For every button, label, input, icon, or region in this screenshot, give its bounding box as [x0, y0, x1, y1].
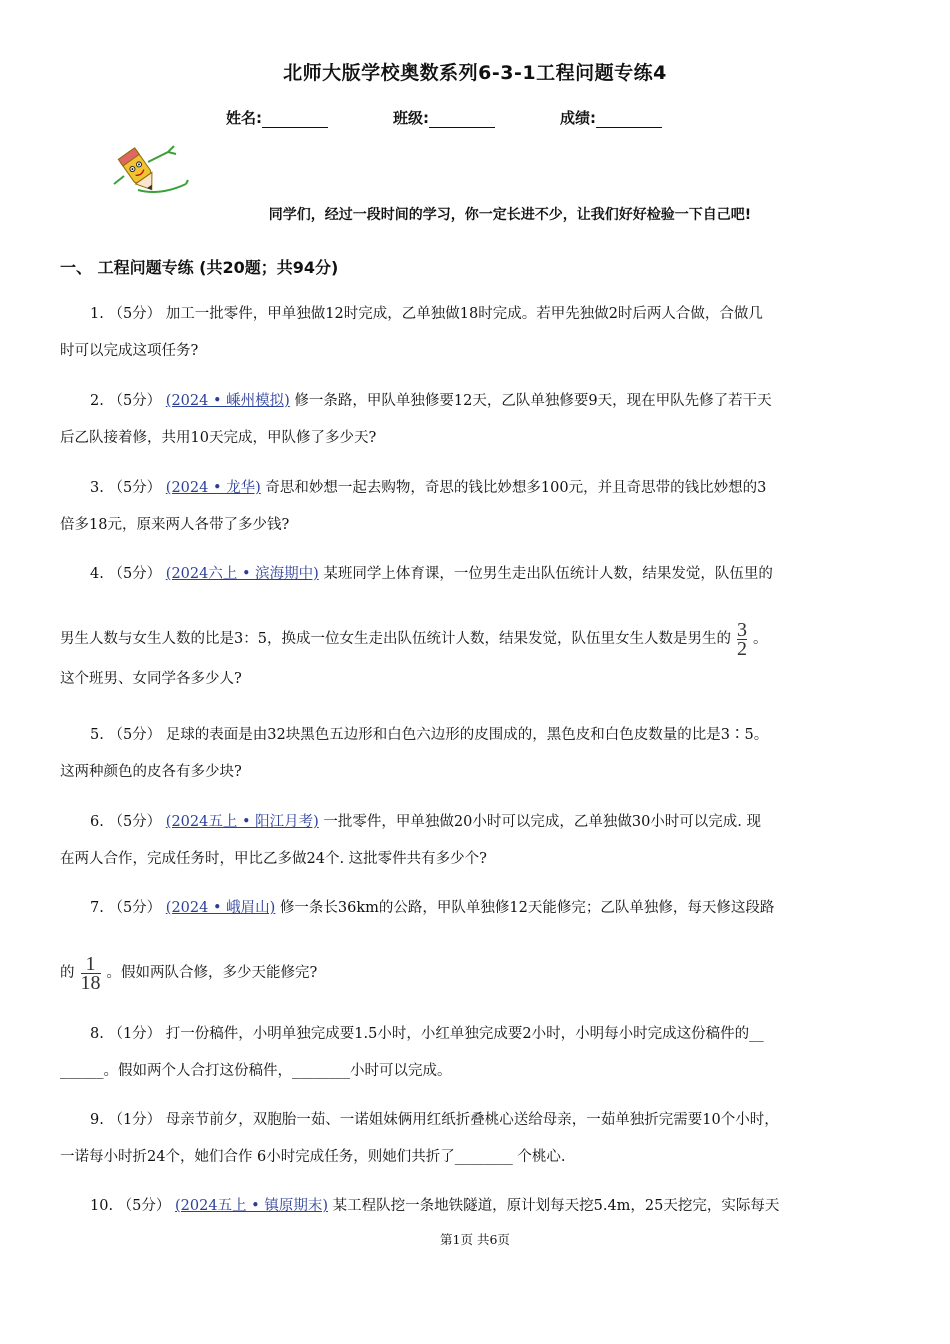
question-number: 4. [90, 566, 104, 582]
question-source-link[interactable]: (2024 • 峨眉山) [165, 900, 276, 916]
question-text-cont: 这两种颜色的皮各有多少块? [60, 764, 242, 780]
question-source-link[interactable]: (2024五上 • 阳江月考) [165, 814, 319, 830]
question-text: 一批零件，甲单独做20小时可以完成，乙单独做30小时可以完成. 现 [323, 814, 762, 830]
class-label: 班级: [393, 109, 429, 127]
question-number: 10. [90, 1198, 114, 1214]
question-text: 修一条长36km的公路，甲队单独修12天能修完；乙队单独修，每天修这段路 [279, 900, 775, 916]
question-1 [60, 296, 895, 370]
question-8 [60, 1016, 895, 1090]
question-text: 足球的表面是由32块黑色五边形和白色六边形的皮围成的，黑色皮和白色皮数量的比是3∶5。 [165, 727, 769, 743]
question-text-cont: 这个班男、女同学各多少人? [60, 671, 242, 687]
question-line-with-fraction [60, 617, 895, 661]
pencil-mascot-icon [108, 140, 192, 198]
name-blank[interactable] [262, 113, 328, 128]
question-number: 8. [90, 1026, 104, 1042]
question-text-cont: ______。假如两个人合打这份稿件，________小时可以完成。 [60, 1063, 452, 1079]
fraction-denominator: 2 [736, 637, 747, 660]
class-field [393, 107, 495, 128]
question-number: 9. [90, 1112, 104, 1128]
page-footer: 第1页 共6页 [440, 1232, 510, 1247]
fraction-numerator: 3 [736, 618, 747, 641]
question-source-link[interactable]: (2024 • 嵊州模拟) [165, 393, 290, 409]
question-score: （5分） [108, 480, 162, 496]
fraction-denominator: 18 [80, 971, 101, 994]
score-blank[interactable] [596, 113, 662, 128]
page-title: 北师大版学校奥数系列6-3-1工程问题专练4 [283, 62, 667, 84]
question-text-cont: 男生人数与女生人数的比是3：5，换成一位女生走出队伍统计人数，结果发觉，队伍里女生人数是男生的 [60, 631, 731, 647]
question-source-link[interactable]: (2024 • 龙华) [165, 480, 261, 496]
question-4 [60, 556, 895, 698]
question-text: 某工程队挖一条地铁隧道，原计划每天挖5.4m，25天挖完，实际每天 [332, 1198, 780, 1214]
question-text-cont: 的 [60, 965, 75, 981]
score-label: 成绩: [560, 109, 596, 127]
question-number: 5. [90, 727, 104, 743]
question-score: （5分） [108, 393, 162, 409]
question-text: 母亲节前夕，双胞胎一茹、一诺姐妹俩用红纸折叠桃心送给母亲，一茹单独折完需要10个小时， [165, 1112, 779, 1128]
question-score: （5分） [108, 900, 162, 916]
question-number: 1. [90, 306, 104, 322]
question-number: 7. [90, 900, 104, 916]
question-score: （5分） [108, 306, 162, 322]
question-text-end: 。假如两队合修，多少天能修完? [106, 965, 318, 981]
name-label: 姓名: [226, 109, 262, 127]
question-source-link[interactable]: (2024六上 • 滨海期中) [165, 566, 319, 582]
question-text: 加工一批零件，甲单独做12时完成，乙单独做18时完成。若甲先独做2时后两人合做，合做几 [165, 306, 763, 322]
question-number: 3. [90, 480, 104, 496]
section-title: 一、 工程问题专练 (共20题；共94分) [60, 258, 339, 277]
question-5 [60, 717, 895, 791]
question-text-cont: 时可以完成这项任务? [60, 343, 199, 359]
question-text-cont: 倍多18元，原来两人各带了多少钱? [60, 517, 290, 533]
question-number: 2. [90, 393, 104, 409]
question-score: （1分） [108, 1112, 162, 1128]
question-3 [60, 470, 895, 544]
question-score: （5分） [108, 814, 162, 830]
question-score: （5分） [117, 1198, 171, 1214]
question-text-cont: 后乙队接着修，共用10天完成，甲队修了多少天? [60, 430, 377, 446]
question-text: 打一份稿件，小明单独完成要1.5小时，小红单独完成要2小时，小明每小时完成这份稿件的__ [165, 1026, 764, 1042]
question-text: 奇思和妙想一起去购物，奇思的钱比妙想多100元，并且奇思带的钱比妙想的3 [265, 480, 767, 496]
score-field [560, 107, 662, 128]
question-2 [60, 383, 895, 457]
question-score: （1分） [108, 1026, 162, 1042]
question-7 [60, 890, 895, 995]
question-score: （5分） [108, 727, 162, 743]
motto-text: 同学们，经过一段时间的学习，你一定长进不少，让我们好好检验一下自己吧! [268, 207, 752, 223]
fraction-numerator: 1 [85, 952, 96, 975]
question-score: （5分） [108, 566, 162, 582]
question-text: 修一条路，甲队单独修要12天，乙队单独修要9天，现在甲队先修了若干天 [294, 393, 772, 409]
name-field [226, 107, 328, 128]
question-number: 6. [90, 814, 104, 830]
question-6 [60, 804, 895, 878]
fraction [80, 952, 101, 994]
question-text-cont: 在两人合作，完成任务时，甲比乙多做24个. 这批零件共有多少个? [60, 851, 487, 867]
question-text: 某班同学上体育课，一位男生走出队伍统计人数，结果发觉，队伍里的 [323, 566, 773, 582]
question-10 [60, 1188, 895, 1225]
question-text-cont: 一诺每小时折24个，她们合作 6小时完成任务，则她们共折了________ 个桃心. [60, 1149, 566, 1165]
question-text-end: 。 [752, 631, 768, 647]
question-source-link[interactable]: (2024五上 • 镇原期末) [175, 1198, 329, 1214]
question-9 [60, 1102, 895, 1176]
fraction [736, 618, 747, 660]
question-line-with-fraction [60, 951, 895, 995]
class-blank[interactable] [429, 113, 495, 128]
